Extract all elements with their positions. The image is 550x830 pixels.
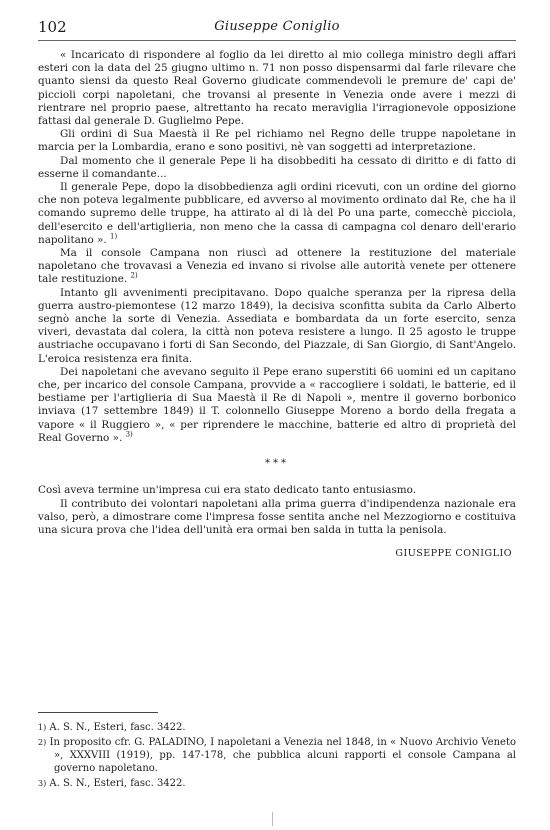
body-text [38, 49, 516, 560]
scan-mark [272, 812, 273, 826]
paragraph: « Incaricato di rispondere al foglio da lei diretto al mio collega ministro degli affari esteri con la data del 25 giugno ultimo n. 71 non posso dispensarmi dal farle rilevare che quanto siensi da questo Real Governo giudicate commendevoli le premure de' capi de' piccioli corpi napoletani, che trovansi al presente in Venezia onde avere i mezzi di rientrare nel proprio paese, altrettanto ha recato meraviglia l'irragionevole opposizione fattasi dal generale D. Guglielmo Pepe. [38, 49, 516, 128]
page-number: 102 [38, 18, 67, 36]
page-header [38, 18, 516, 41]
footnote-rule [38, 712, 158, 713]
paragraph: Dei napoletani che avevano seguito il Pepe erano superstiti 66 uomini ed un capitano che, per incarico del console Campana, provvide a « raccogliere i soldati, le batterie, ed il bestiame per l'artiglieria di Sua Maestà il Re di Napoli », mentre il governo borbonico inviava (17 settembre 1849) il T. colonnello Giuseppe Moreno a bordo della fregata a vapore « il Ruggiero », « per riprendere le macchine, batterie ed altro di proprietà del Real Governo ». $^{3)}$ [38, 365, 516, 444]
footnote: 2) In proposito cfr. G. PALADINO, I napoletani a Venezia nel 1848, in « Nuovo Archivio Veneto », XXXVIII (1919), pp. 147-178, che pubblica alcuni rapporti el console Campana al governo napoletano. [38, 737, 516, 774]
footnote: 1) A. S. N., Esteri, fasc. 3422. [38, 722, 186, 733]
closing-paragraph: Il contributo dei volontari napoletani alla prima guerra d'indipendenza nazionale era valso, però, a dimostrare come l'impresa fosse sentita anche nel Mezzogiorno e costituiva una sicura prova che l'idea dell'unità era ormai ben salda in tutta la penisola. [38, 497, 516, 536]
page [38, 18, 516, 560]
footnote: 3) A. S. N., Esteri, fasc. 3422. [38, 778, 186, 789]
paragraph: Ma il console Campana non riuscì ad ottenere la restituzione del materiale napoletano che trovavasi a Venezia ed invano si rivolse alle autorità venete per ottenere tale restituzione. $^{2)}$ [38, 247, 516, 286]
author-signature: GIUSEPPE CONIGLIO [395, 548, 512, 560]
footnote-ref: 2) [130, 271, 138, 280]
footnotes [38, 712, 516, 792]
paragraph: Intanto gli avvenimenti precipitavano. Dopo qualche speranza per la ripresa della guerra austro-piemontese (12 marzo 1849), la decisiva sconfitta subita da Carlo Alberto segnò anche la sorte di Venezia. Assediata e bombardata da un forte esercito, senza viveri, devastata dal colera, la città non poteva resistere a lungo. Il 25 agosto le truppe austriache occupavano i forti di San Secondo, del Piazzale, di San Giorgio, di Sant'Angelo. L'eroica resistenza era finita. [38, 286, 516, 365]
footnote-ref: 3) [125, 430, 133, 439]
paragraph: Il generale Pepe, dopo la disobbedienza agli ordini ricevuti, con un ordine del giorno che non poteva legalmente pubblicare, ed avverso al movimento ordinato dal Re, che ha il comando supremo delle truppe, ha attirato al di là del Po una parte, comecchè picciola, dell'esercito e dell'artiglieria, non meno che la cassa di campagna col denaro dell'erario napolitano ». $^{1)}$ [38, 181, 516, 246]
closing-paragraph: Così aveva termine un'impresa cui era stato dedicato tanto entusiasmo. [38, 484, 416, 497]
paragraph: Dal momento che il generale Pepe li ha disobbediti ha cessato di diritto e di fatto di esserne il comandante... [38, 154, 516, 180]
footnote-ref: 1) [110, 232, 118, 241]
section-separator: *** [265, 458, 289, 470]
paragraph: Gli ordini di Sua Maestà il Re pel richiamo nel Regno delle truppe napoletane in marcia per la Lombardia, erano e sono positivi, nè van soggetti ad interpretazione. [38, 128, 516, 154]
running-title: Giuseppe Coniglio [214, 19, 340, 34]
